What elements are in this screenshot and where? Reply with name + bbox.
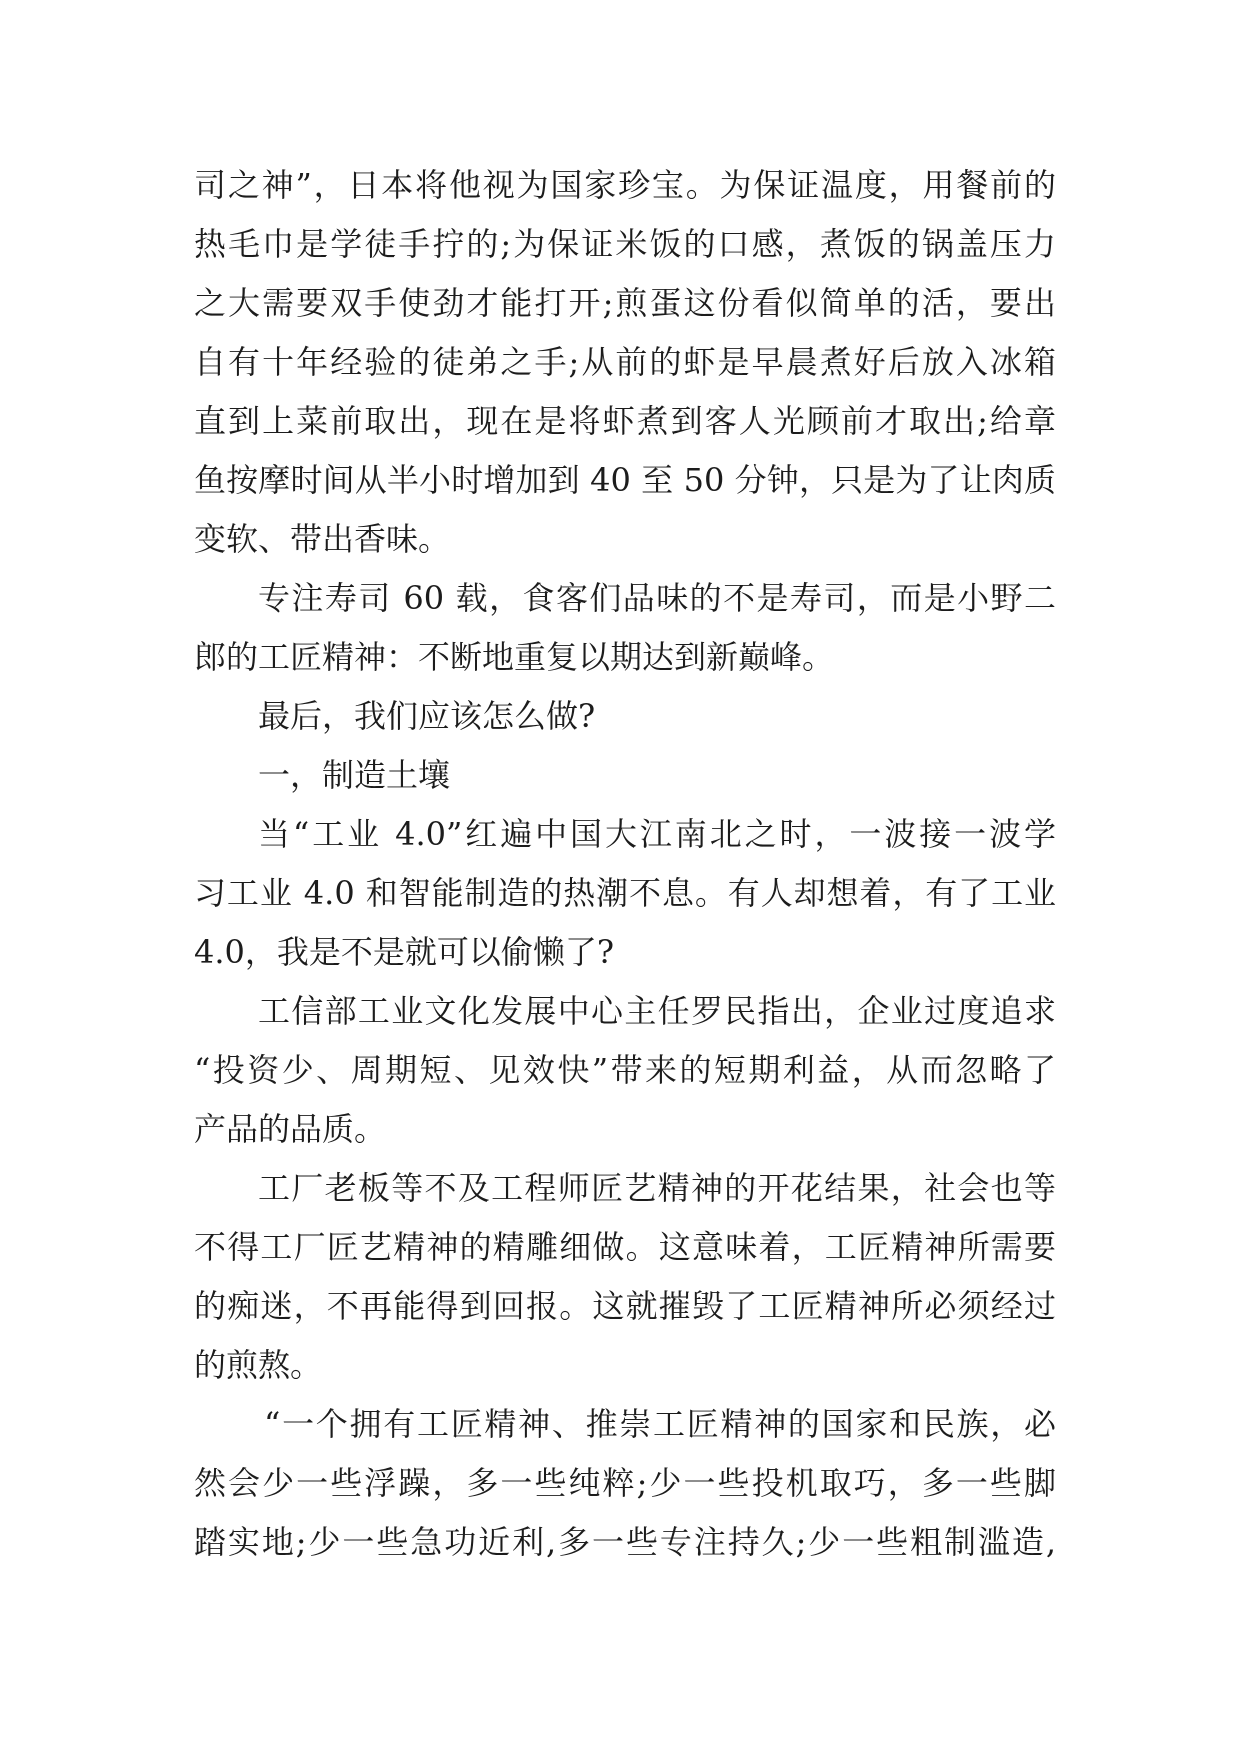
paragraph [194,156,1056,569]
text-line: 产品的品质。 [194,1110,387,1148]
text-line: 自有十年经验的徒弟之手;从前的虾是早晨煮好后放入冰箱 [194,343,1056,381]
section-heading [194,746,1056,805]
text-line: 变软、带出香味。 [194,520,451,558]
paragraph [194,687,1056,746]
text-line: 热毛巾是学徒手拧的;为保证米饭的口感，煮饭的锅盖压力 [194,225,1056,263]
paragraph [194,569,1056,687]
text-line: 习工业 4.0 和智能制造的热潮不息。有人却想着，有了工业 [194,874,1056,912]
text-line: 的痴迷，不再能得到回报。这就摧毁了工匠精神所必须经过 [194,1287,1056,1325]
paragraph [194,1159,1056,1395]
paragraph [194,1395,1056,1572]
paragraph [194,805,1056,982]
text-line: 之大需要双手使劲才能打开;煎蛋这份看似简单的活，要出 [194,284,1056,322]
text-line: 工信部工业文化发展中心主任罗民指出，企业过度追求 [258,992,1056,1030]
text-line: “投资少、周期短、见效快”带来的短期利益，从而忽略了 [194,1051,1056,1089]
paragraph [194,982,1056,1159]
text-line: 踏实地;少一些急功近利,多一些专注持久;少一些粗制滥造, [194,1523,1056,1561]
text-line: 4.0，我是不是就可以偷懒了? [194,933,615,971]
text-line: 一，制造土壤 [258,756,451,794]
text-line: 不得工厂匠艺精神的精雕细做。这意味着，工匠精神所需要 [194,1228,1056,1266]
text-line: 直到上菜前取出，现在是将虾煮到客人光顾前才取出;给章 [194,402,1056,440]
text-line: 专注寿司 60 载，食客们品味的不是寿司，而是小野二 [258,579,1056,617]
text-line: 郎的工匠精神：不断地重复以期达到新巅峰。 [194,638,835,676]
text-line: 当“工业 4.0”红遍中国大江南北之时，一波接一波学 [258,815,1056,853]
text-line: 的煎熬。 [194,1346,323,1384]
text-line: 司之神”，日本将他视为国家珍宝。为保证温度，用餐前的 [194,166,1056,204]
text-line: 工厂老板等不及工程师匠艺精神的开花结果，社会也等 [258,1169,1056,1207]
text-line: 鱼按摩时间从半小时增加到 40 至 50 分钟，只是为了让肉质 [194,461,1056,499]
text-line: 然会少一些浮躁，多一些纯粹;少一些投机取巧，多一些脚 [194,1464,1056,1502]
body-text [194,156,1056,1572]
text-line: 最后，我们应该怎么做? [258,697,596,735]
text-line: “一个拥有工匠精神、推崇工匠精神的国家和民族，必 [264,1405,1056,1443]
